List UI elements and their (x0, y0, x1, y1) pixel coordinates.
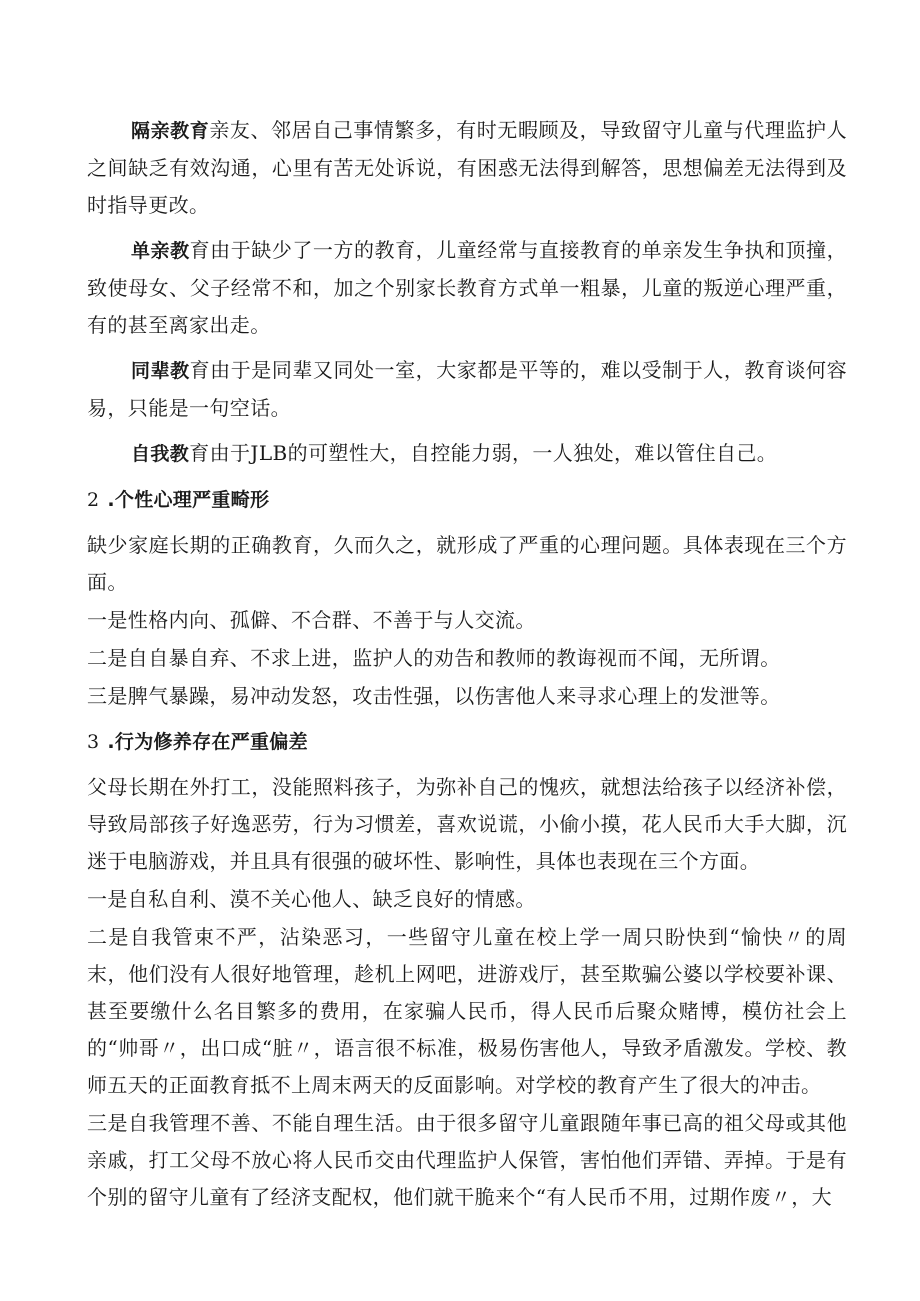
list-item: 一是性格内向、孤僻、不合群、不善于与人交流。 (87, 608, 536, 632)
list-item: 二是自自暴自弃、不求上进，监护人的劝告和教师的教诲视而不闻，无所谓。 (87, 646, 781, 670)
paragraph-lead: 隔亲教育 (131, 120, 210, 142)
list-item: 二是自我管束不严，沾染恶习，一些留守儿童在校上学一周只盼快到“愉快〃的周末，他们没有人很好地管理，趁机上网吧，进游戏厅，甚至欺骗公婆以学校要补课、甚至要缴什么名目繁多的费用，在家骗人民币，得人民币后聚众赌博，模仿社会上的“帅哥〃，出口成“脏〃，语言很不标准，极易伤害他人，导致矛盾激发。学校、教师五天的正面教育抵不上周末两天的反面影响。对学校的教育产生了很大的冲击。 (87, 925, 847, 1097)
section-intro: 缺少家庭长期的正确教育，久而久之，就形成了严重的心理问题。具体表现在三个方面。 (87, 533, 847, 594)
section-number: 2 (87, 489, 100, 511)
section-intro: 父母长期在外打工，没能照料孩子，为弥补自己的愧疚，就想法给孩子以经济补偿，导致局部孩子好逸恶劳，行为习惯差，喜欢说谎，小偷小摸，花人民币大手大脚，沉迷于电脑游戏，并且具有很强的破坏性、影响性，具体也表现在三个方面。 (87, 775, 847, 873)
document-page (87, 112, 847, 1216)
paragraph-lead: 单亲教 (131, 240, 190, 262)
section-heading-behavior (87, 723, 847, 761)
paragraph-text: 亲友、邻居自己事情繁多，有时无暇顾及，导致留守儿童与代理监护人之间缺乏有效沟通，心里有苦无处诉说，有困惑无法得到解答，思想偏差无法得到及时指导更改。 (87, 118, 847, 217)
paragraph-text: 育由于缺少了一方的教育，儿童经常与直接教育的单亲发生争执和顶撞，致使母女、父子经常不和，加之个别家长教育方式单一粗暴，儿童的叛逆心理严重，有的甚至离家出走。 (87, 238, 847, 337)
list-item: 一是自私自利、漠不关心他人、缺乏良好的情感。 (87, 887, 536, 911)
section-title: .行为修养存在严重偏差 (107, 731, 308, 753)
paragraph-peer-education (87, 352, 847, 427)
section-heading-personality (87, 481, 847, 519)
list-item: 三是自我管理不善、不能自理生活。由于很多留守儿童跟随年事已高的祖父母或其他亲戚，打工父母不放心将人民币交由代理监护人保管，害怕他们弄错、弄掉。于是有个别的留守儿童有了经济支配权，他们就干脆来个“有人民币不用，过期作废〃，大 (87, 1111, 847, 1209)
paragraph-lead: 自我教 (131, 443, 190, 465)
paragraph-text: 育由于JLB的可塑性大，自控能力弱，一人独处，难以管住自己。 (189, 441, 778, 465)
paragraph-lead: 同辈教 (131, 360, 190, 382)
section-title: .个性心理严重畸形 (107, 489, 270, 511)
paragraph-isolated-relatives-education (87, 112, 847, 224)
paragraph-self-education (87, 435, 847, 473)
paragraph-text: 育由于是同辈又同处一室，大家都是平等的，难以受制于人，教育谈何容易，只能是一句空话。 (87, 358, 847, 420)
paragraph-single-parent-education (87, 232, 847, 344)
section-number: 3 (87, 731, 100, 753)
list-item: 三是脾气暴躁，易冲动发怒，攻击性强，以伤害他人来寻求心理上的发泄等。 (87, 684, 781, 708)
